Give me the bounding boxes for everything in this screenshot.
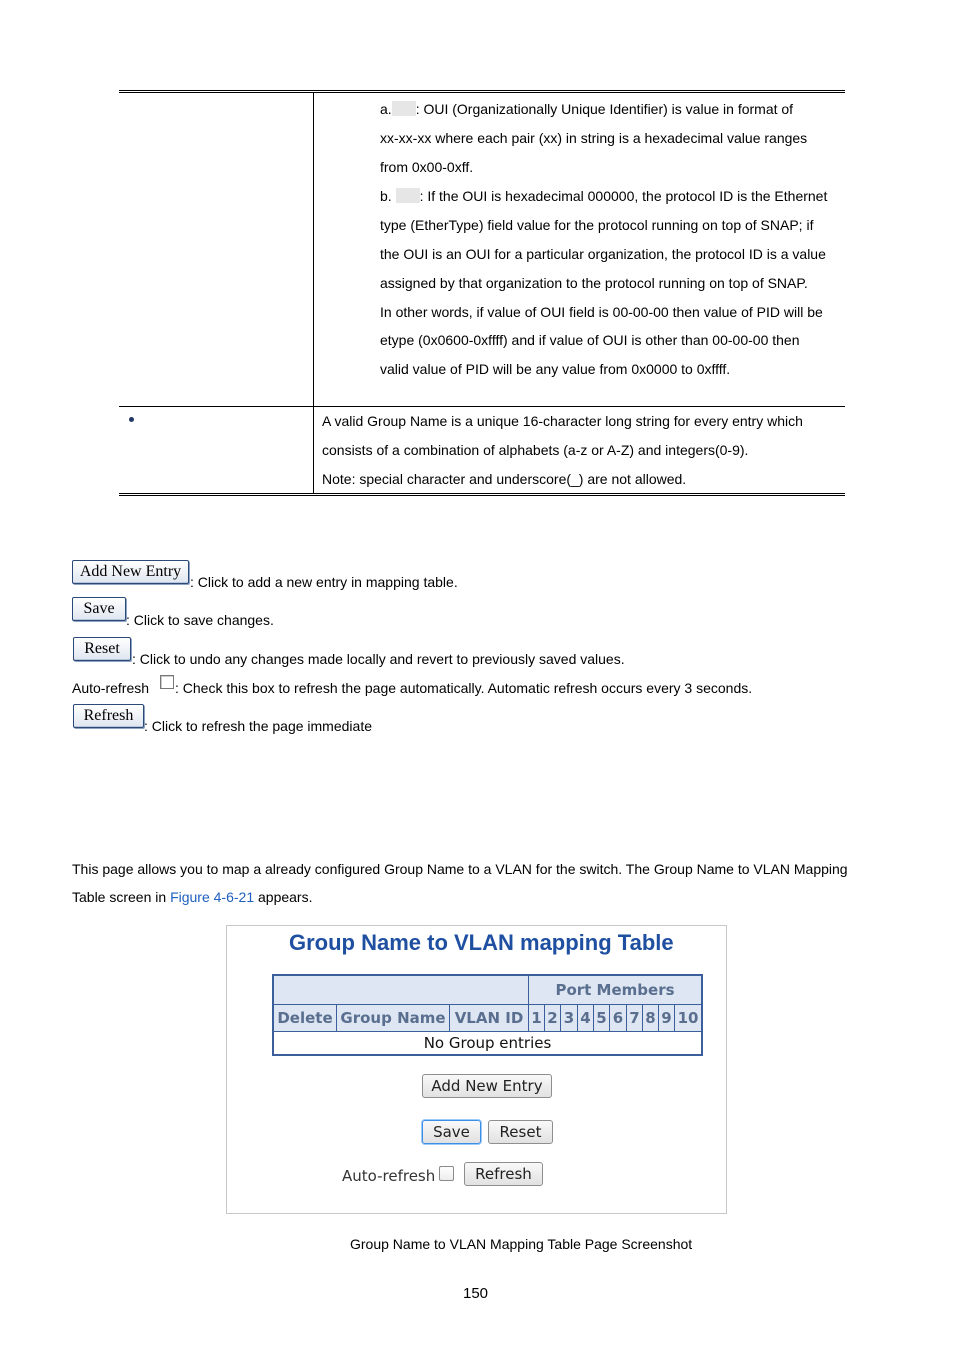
- save-button[interactable]: Save: [422, 1120, 481, 1144]
- def-line: type (EtherType) field value for the protocol running on top of SNAP; if: [380, 217, 814, 233]
- refresh-desc: : Click to refresh the page immediate: [144, 718, 372, 734]
- figure-link[interactable]: Figure 4-6-21: [170, 889, 255, 905]
- col-port-8: 8: [643, 1005, 659, 1032]
- intro-line-1: This page allows you to map a already configured Group Name to a VLAN for the switch. The Group Name to VLAN Mapping: [72, 861, 848, 877]
- table-top-rule: [119, 90, 845, 93]
- col-port-4: 4: [578, 1005, 594, 1032]
- figure-caption: Group Name to VLAN Mapping Table Page Screenshot: [350, 1236, 693, 1252]
- col-port-6: 6: [610, 1005, 627, 1032]
- autorefresh-label: Auto-refresh: [72, 680, 150, 696]
- intro-line-2: Table screen in Figure 4-6-21 appears.: [72, 889, 313, 905]
- reset-button-sample: Reset: [73, 637, 131, 661]
- auto-refresh-label: Auto-refresh: [342, 1167, 436, 1185]
- blank-field: [396, 188, 420, 203]
- col-port-2: 2: [545, 1005, 561, 1032]
- add-new-entry-button-sample: Add New Entry: [72, 560, 189, 584]
- col-port-9: 9: [659, 1005, 675, 1032]
- auto-refresh-checkbox[interactable]: [439, 1166, 454, 1181]
- header-blank: [274, 976, 529, 1005]
- def-line: xx-xx-xx where each pair (xx) in string is a hexadecimal value ranges: [380, 130, 808, 146]
- reset-button[interactable]: Reset: [488, 1120, 553, 1144]
- col-port-3: 3: [561, 1005, 578, 1032]
- mapping-table: [272, 974, 703, 1056]
- table-row-divider: [119, 406, 845, 407]
- port-members-header: Port Members: [529, 976, 701, 1005]
- bullet: [129, 417, 134, 422]
- col-port-7: 7: [627, 1005, 643, 1032]
- autorefresh-checkbox-sample: [160, 675, 174, 689]
- screenshot-panel: [226, 925, 727, 1214]
- add-new-entry-button[interactable]: Add New Entry: [422, 1074, 552, 1098]
- def-line: consists of a combination of alphabets (a-z or A-Z) and integers(0-9).: [322, 442, 749, 458]
- col-port-1: 1: [529, 1005, 545, 1032]
- blank-field: [392, 101, 416, 116]
- page-number: 150: [463, 1285, 489, 1302]
- refresh-button[interactable]: Refresh: [464, 1162, 543, 1186]
- empty-message: No Group entries: [423, 1034, 552, 1052]
- save-desc: : Click to save changes.: [126, 612, 274, 628]
- def-line: A valid Group Name is a unique 16-character long string for every entry which: [322, 413, 803, 429]
- def-line: etype (0x0600-0xffff) and if value of OUI is other than 00-00-00 then: [380, 332, 800, 348]
- save-button-sample: Save: [72, 597, 126, 621]
- page-title: Group Name to VLAN mapping Table: [289, 930, 674, 955]
- col-vlan-id: VLAN ID: [450, 1005, 529, 1032]
- col-group-name: Group Name: [337, 1005, 450, 1032]
- col-port-10: 10: [675, 1005, 701, 1032]
- def-line-b: b. : If the OUI is hexadecimal 000000, the protocol ID is the Ethernet: [380, 188, 828, 204]
- def-line: from 0x00-0xff.: [380, 159, 474, 175]
- col-delete: Delete: [274, 1005, 337, 1032]
- autorefresh-desc: : Check this box to refresh the page automatically. Automatic refresh occurs every 3 seconds.: [175, 680, 753, 696]
- def-line: the OUI is an OUI for a particular organization, the protocol ID is a value: [380, 246, 826, 262]
- add-new-entry-desc: : Click to add a new entry in mapping table.: [190, 574, 458, 590]
- col-port-5: 5: [594, 1005, 610, 1032]
- def-line: valid value of PID will be any value from 0x0000 to 0xffff.: [380, 361, 731, 377]
- reset-desc: : Click to undo any changes made locally and revert to previously saved values.: [132, 651, 625, 667]
- def-line: Note: special character and underscore(_) are not allowed.: [322, 471, 687, 487]
- table-bottom-rule: [119, 493, 845, 496]
- def-line-a: a. : OUI (Organizationally Unique Identifier) is value in format of: [380, 101, 794, 117]
- refresh-button-sample: Refresh: [73, 704, 144, 728]
- table-column-divider: [313, 93, 314, 493]
- def-line: assigned by that organization to the protocol running on top of SNAP.: [380, 275, 808, 291]
- def-line: In other words, if value of OUI field is 00-00-00 then value of PID will be: [380, 304, 823, 320]
